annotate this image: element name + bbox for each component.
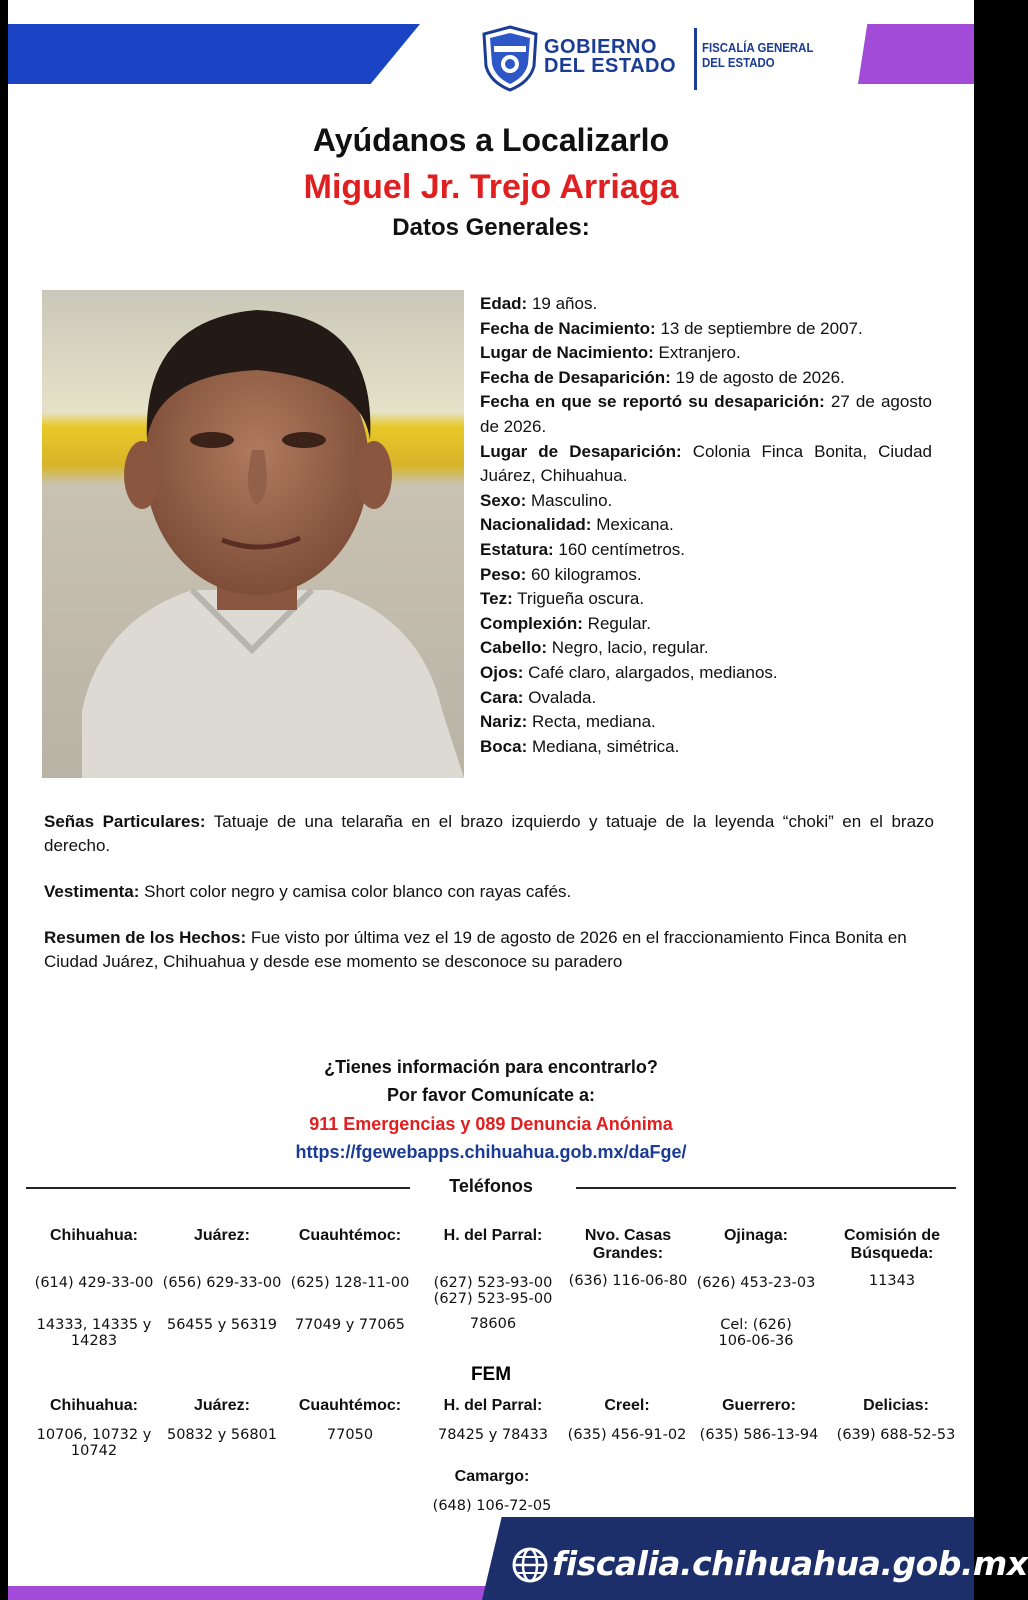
fem-value: (635) 586-13-94 — [699, 1427, 819, 1443]
tel-col-chihuahua — [30, 1227, 158, 1349]
fiscalia-line1: FISCALÍA GENERAL — [702, 40, 814, 55]
telefonos-rule-right — [576, 1187, 956, 1189]
fem-col-camargo — [422, 1468, 562, 1514]
fem-col-cuauhtemoc — [286, 1397, 414, 1443]
fem-head: H. del Parral: — [443, 1397, 543, 1414]
fem-head: Guerrero: — [722, 1397, 796, 1414]
fem-value: 77050 — [326, 1427, 374, 1443]
fem-col-creel — [560, 1397, 694, 1443]
header-purple-band — [858, 24, 974, 84]
website-link[interactable]: fiscalia.chihuahua.gob.mx — [552, 1544, 1028, 1583]
info-row: Ojos: Café claro, alargados, medianos. — [480, 662, 778, 682]
info-row: Cara: Ovalada. — [480, 687, 597, 707]
tel-phone: (627) 523-93-00 (627) 523-95-00 — [433, 1275, 553, 1307]
tel-col-parral — [428, 1227, 558, 1332]
tel-ext: 14333, 14335 y 14283 — [36, 1317, 152, 1349]
info-row: Nariz: Recta, mediana. — [480, 712, 656, 732]
info-row: Complexión: Regular. — [480, 613, 651, 633]
gobierno-wordmark — [544, 38, 676, 76]
fem-col-delicias — [826, 1397, 966, 1443]
fem-col-chihuahua — [30, 1397, 158, 1459]
telefonos-heading: Teléfonos — [449, 1176, 533, 1196]
info-row: Fecha de Nacimiento: 13 de septiembre de 2007. — [480, 318, 863, 338]
state-shield-logo — [480, 24, 540, 92]
fem-head: Cuauhtémoc: — [298, 1397, 402, 1414]
report-url-link[interactable]: https://fgewebapps.chihuahua.gob.mx/daFge/ — [295, 1142, 687, 1162]
missing-person-name: Miguel Jr. Trejo Arriaga — [303, 168, 679, 206]
fiscalia-wordmark — [702, 40, 813, 70]
header-divider — [694, 28, 697, 90]
fem-head: Delicias: — [863, 1397, 929, 1414]
tel-phone: (626) 453-23-03 — [696, 1275, 816, 1291]
tel-col-comision-busqueda — [822, 1227, 962, 1289]
fem-value: 10706, 10732 y 10742 — [36, 1427, 152, 1459]
tel-head: Juárez: — [193, 1227, 251, 1244]
fem-heading: FEM — [470, 1364, 512, 1385]
fem-value: 50832 y 56801 — [166, 1427, 278, 1443]
tel-ext: 78606 — [469, 1316, 517, 1332]
tel-phone: (614) 429-33-00 — [34, 1275, 154, 1291]
gobierno-line1: GOBIERNO — [544, 36, 657, 58]
info-row: Boca: Mediana, simétrica. — [480, 736, 680, 756]
info-row: Lugar de Nacimiento: Extranjero. — [480, 343, 741, 363]
info-row: Fecha en que se reportó su desaparición: 27 de agosto de 2026. — [480, 392, 932, 436]
info-row: Fecha de Desaparición: 19 de agosto de 2026. — [480, 367, 845, 387]
tel-ext: 77049 y 77065 — [294, 1317, 406, 1333]
fem-value: (639) 688-52-53 — [836, 1427, 956, 1443]
globe-icon — [511, 1546, 549, 1584]
gobierno-line2: DEL ESTADO — [544, 55, 677, 77]
fem-value: (648) 106-72-05 — [432, 1498, 552, 1514]
fem-head: Chihuahua: — [50, 1397, 138, 1414]
info-row: Lugar de Desaparición: Colonia Finca Bonita, Ciudad Juárez, Chihuahua. — [480, 441, 932, 486]
header-blue-band — [8, 24, 420, 84]
tel-phone: (656) 629-33-00 — [162, 1275, 282, 1291]
fem-col-parral — [428, 1397, 558, 1443]
info-row: Estatura: 160 centímetros. — [480, 539, 686, 559]
tel-head: H. del Parral: — [443, 1227, 543, 1244]
info-question: ¿Tienes información para encontrarlo? — [324, 1057, 658, 1077]
tel-phone: (636) 116-06-80 — [568, 1273, 688, 1289]
tel-phone: 11343 — [868, 1273, 916, 1289]
info-row: Cabello: Negro, lacio, regular. — [480, 638, 709, 658]
distinguishing-marks: Señas Particulares: Tatuaje de una telaraña en el brazo izquierdo y tatuaje de la leyenda “choki” en el brazo derecho. — [44, 812, 934, 855]
tel-head: Cuauhtémoc: — [298, 1227, 402, 1244]
fiscalia-line2: DEL ESTADO — [702, 55, 775, 70]
tel-head: Nvo. Casas Grandes: — [584, 1227, 672, 1262]
general-data-list — [480, 292, 932, 759]
headline: Ayúdanos a Localizarlo — [312, 122, 670, 158]
info-row: Tez: Trigueña oscura. — [480, 589, 645, 609]
tel-head: Comisión de Búsqueda: — [843, 1227, 940, 1262]
tel-ext: Cel: (626) 106-06-36 — [718, 1317, 794, 1349]
fem-head: Juárez: — [193, 1397, 251, 1414]
info-row: Sexo: Masculino. — [480, 490, 613, 510]
tel-col-ojinaga — [692, 1227, 820, 1349]
info-row: Nacionalidad: Mexicana. — [480, 515, 674, 535]
tel-col-nvo-casas-grandes — [564, 1227, 692, 1289]
tel-col-cuauhtemoc — [286, 1227, 414, 1333]
summary-of-events: Resumen de los Hechos: Fue visto por última vez el 19 de agosto de 2026 en el fraccionamiento Finca Bonita en Ciudad Juárez, Chihuahua y desde ese momento se desconoce su paradero — [44, 928, 907, 971]
fem-head: Camargo: — [454, 1468, 530, 1485]
clothing: Vestimenta: Short color negro y camisa color blanco con rayas cafés. — [44, 882, 572, 901]
tel-head: Chihuahua: — [50, 1227, 138, 1244]
tel-col-juarez — [158, 1227, 286, 1333]
fem-value: (635) 456-91-02 — [567, 1427, 687, 1443]
fem-col-juarez — [158, 1397, 286, 1443]
emergency-numbers: 911 Emergencias y 089 Denuncia Anónima — [309, 1114, 673, 1134]
info-row: Peso: 60 kilogramos. — [480, 564, 642, 584]
footer-purple-band — [8, 1586, 528, 1600]
tel-phone: (625) 128-11-00 — [290, 1275, 410, 1291]
fem-value: 78425 y 78433 — [437, 1427, 549, 1443]
tel-head: Ojinaga: — [723, 1227, 788, 1244]
missing-person-photo — [42, 290, 464, 778]
info-row: Edad: 19 años. — [480, 294, 598, 313]
fem-head: Creel: — [604, 1397, 650, 1414]
please-contact: Por favor Comunícate a: — [386, 1085, 596, 1105]
poster — [8, 0, 1028, 1600]
fem-col-guerrero — [692, 1397, 826, 1443]
tel-ext: 56455 y 56319 — [166, 1317, 278, 1333]
section-heading: Datos Generales: — [392, 214, 590, 241]
